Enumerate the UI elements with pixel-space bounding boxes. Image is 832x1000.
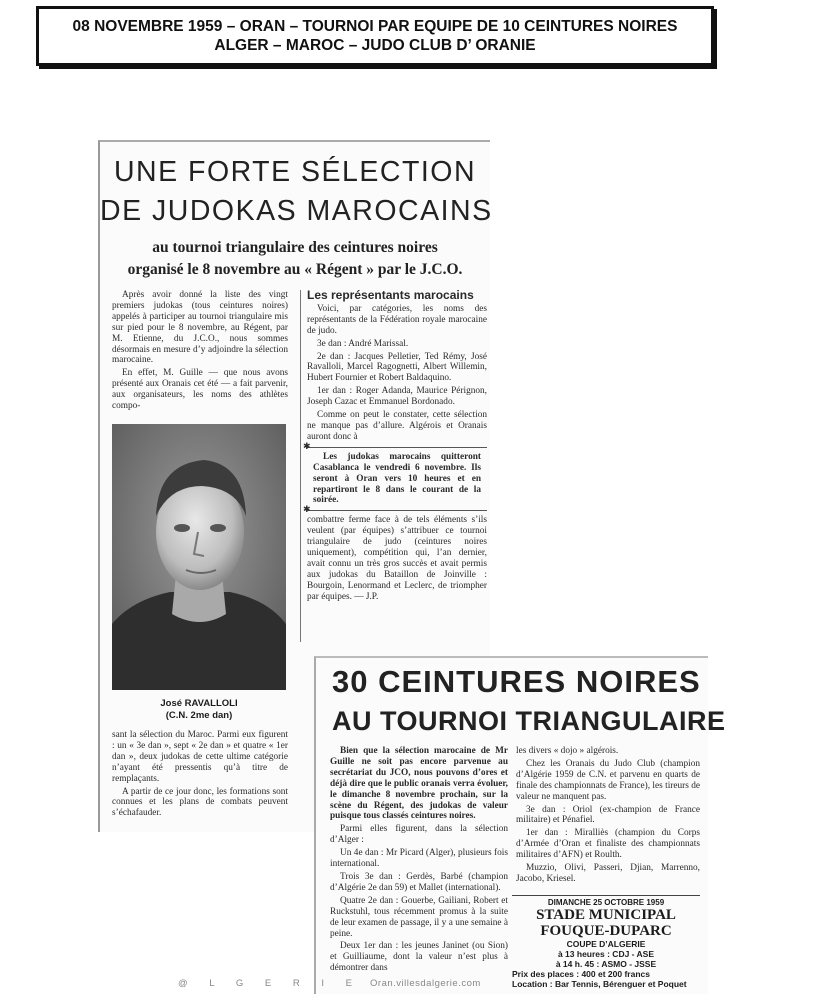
article2-left-paragraph: Un 4e dan : Mr Picard (Alger), plusieurs fois international. bbox=[330, 848, 508, 870]
photo-caption-rank: (C.N. 2me dan) bbox=[165, 710, 233, 721]
article1-subtitle-line2: organisé le 8 novembre au « Régent » par le J.C.O. bbox=[127, 261, 463, 278]
article1-divider bbox=[303, 440, 487, 451]
ad-prices: Prix des places : 400 et 200 francs bbox=[512, 969, 650, 979]
newspaper-clipping-2 bbox=[314, 656, 726, 994]
article1-right-paragraph: 3e dan : André Marissal. bbox=[317, 338, 409, 349]
ad-match-1: à 13 heures : CDJ - ASE bbox=[557, 949, 655, 959]
article1-left-column-top bbox=[112, 290, 288, 414]
article1-right-paragraph: Voici, par catégories, les noms des représentants de la Fédération royale marocaine de judo. bbox=[307, 303, 487, 336]
article1-left-paragraph: En effet, M. Guille — que nous avons présenté aux Oranais cet été — a fait parvenir, aux organisateurs, les noms des athlètes compo- bbox=[112, 368, 288, 412]
article1-right-paragraph: 1er dan : Roger Adanda, Maurice Pérignon, Joseph Cazac et Emmanuel Bordonado. bbox=[307, 386, 487, 408]
watermark-text: @ L G E R I E bbox=[178, 978, 362, 989]
header-line-2: ALGER – MAROC – JUDO CLUB D’ ORANIE bbox=[214, 37, 536, 54]
header-line-1: 08 NOVEMBRE 1959 – ORAN – TOURNOI PAR EQUIPE DE 10 CEINTURES NOIRES bbox=[72, 18, 678, 35]
article1-divider bbox=[303, 504, 487, 515]
judoka-portrait-photo bbox=[112, 424, 286, 690]
portrait-image bbox=[112, 424, 286, 690]
article1-right-paragraph: 2e dan : Jacques Pelletier, Ted Rémy, José Ravalloli, Marcel Ragognetti, Albert Willemin, Hubert Fournier et Robert Baldaquino. bbox=[307, 351, 487, 384]
article1-left-paragraph: sant la sélection du Maroc. Parmi eux figurent : un « 3e dan », sept « 2e dan » et quatre « 1er dan », deux judokas de cette ultime catégorie n’ayant été pressentis qu’à titre de remplaçants. bbox=[112, 730, 288, 784]
ad-date: DIMANCHE 25 OCTOBRE 1959 bbox=[547, 898, 665, 907]
article2-right-paragraph: Muzzio, Olivi, Passeri, Djian, Marrenno, Jacobo, Kriesel. bbox=[516, 863, 700, 884]
article2-left-paragraph: Bien que la sélection marocaine de Mr Guille ne soit pas encore parvenue au secrétariat du JCO, nous pouvons d’ores et déjà dire que le public oranais verra évoluer, le dimanche 8 novembre prochain, sur la scène du Régent, des judokas de valeur puisque tous classés ceintures noires. bbox=[330, 746, 508, 822]
stadium-advertisement bbox=[512, 895, 700, 989]
article1-left-column-bottom bbox=[112, 730, 288, 821]
article2-left-column bbox=[330, 746, 508, 990]
article2-title-line2: AU TOURNOI TRIANGULAIRE bbox=[332, 706, 726, 736]
watermark-footer bbox=[178, 978, 648, 989]
article2-right-paragraph: 1er dan : Miralliès (champion du Corps d’Armée d’Oran et finaliste des championnats militaires d’AFN) et Roulth. bbox=[516, 828, 700, 861]
photo-caption bbox=[112, 698, 286, 722]
article2-left-paragraph: Trois 3e dan : Gerdès, Barbé (champion d’Algérie 2e dan 59) et Mallet (international). bbox=[330, 871, 508, 893]
ad-location: Location : Bar Tennis, Bérenguer et Poquet bbox=[512, 979, 687, 989]
ad-venue-line1: STADE MUNICIPAL bbox=[536, 907, 676, 923]
article1-boxed-note: Les judokas marocains quitteront Casablanca le vendredi 6 novembre. Ils seront à Oran vers 10 heures et en repartiront le 8 dans le courant de la soirée. bbox=[313, 451, 481, 506]
ad-venue-line2: FOUQUE-DUPARC bbox=[540, 923, 672, 939]
ad-match-2: à 14 h. 45 : ASMO - JSSE bbox=[555, 959, 657, 969]
article1-title-line1: UNE FORTE SÉLECTION bbox=[113, 156, 477, 188]
article1-right-paragraph: combattre ferme face à de tels éléments s’ils veulent (par équipes) s’attribuer ce tournoi triangulaire de judo (ceintures noires uniquement), compétition qui, l’an dernier, avait connu un très gros succès et avait permis aux judokas du Bataillon de Joinville : Bourgoin, Lenormand et Leclerc, de triompher par équipes. — J.P. bbox=[307, 515, 487, 602]
photo-caption-name: José RAVALLOLI bbox=[160, 698, 238, 709]
article2-right-paragraph: Chez les Oranais du Judo Club (champion d’Algérie 1959 de C.N. et parvenu en quarts de finale des championnats de France), les tireurs de valeur ne manquent pas. bbox=[516, 758, 700, 802]
article1-left-paragraph: Après avoir donné la liste des vingt premiers judokas (tous ceintures noires) appelés à participer au tournoi triangulaire mis sur pied pour le 8 novembre, au Régent, par M. Etienne, du J.C.O., nous sommes désormais en mesure d’y adjoindre la sélection marocaine. bbox=[112, 290, 288, 366]
star-ornament-icon: ✱ bbox=[303, 504, 311, 515]
article2-left-paragraph: Quatre 2e dan : Gouerbe, Gailiani, Robert et Ruckstuhl, tous récemment promus à la suite de leur examen de passage, il y a une semaine à peine. bbox=[330, 895, 508, 939]
document-header-box bbox=[36, 6, 714, 66]
article2-right-paragraph: 3e dan : Oriol (ex-champion de France militaire) et Pénafiel. bbox=[516, 804, 700, 826]
article1-right-paragraph: Comme on peut le constater, cette sélection ne manque pas d’allure. Algérois et Oranais auront donc à bbox=[307, 410, 487, 442]
article2-right-paragraph: les divers « dojo » algérois. bbox=[516, 746, 619, 756]
article1-title-line2: DE JUDOKAS MAROCAINS bbox=[100, 195, 493, 227]
article1-left-paragraph: A partir de ce jour donc, les formations sont connues et les plans de combats peuvent s’échafauder. bbox=[112, 786, 288, 819]
article1-subtitle-line1: au tournoi triangulaire des ceintures noires bbox=[152, 239, 438, 256]
star-ornament-icon: ✱ bbox=[303, 440, 311, 451]
watermark-site: Oran.villesdalgerie.com bbox=[370, 978, 481, 989]
article1-right-heading: Les représentants marocains bbox=[307, 288, 474, 302]
article1-right-column bbox=[300, 290, 487, 642]
article2-title-line1: 30 CEINTURES NOIRES bbox=[332, 664, 701, 699]
article2-left-paragraph: Deux 1er dan : les jeunes Janinet (ou Sion) et Guilliaume, dont la valeur n’est plus à démontrer dans bbox=[330, 941, 508, 974]
ad-competition: COUPE D’ALGERIE bbox=[566, 939, 646, 949]
article2-left-paragraph: Parmi elles figurent, dans la sélection d’Alger : bbox=[330, 824, 508, 846]
article2-right-column bbox=[516, 746, 700, 892]
